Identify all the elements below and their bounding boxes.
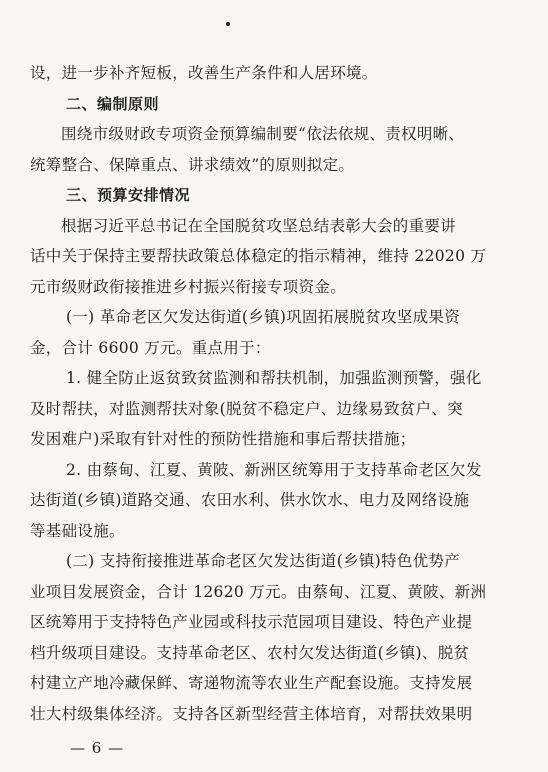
text-line: 村建立产地冷藏保鲜、寄递物流等农业生产配套设施。支持发展 bbox=[30, 674, 473, 692]
text-line: 元市级财政衔接推进乡村振兴衔接专项资金。 bbox=[30, 277, 347, 296]
text-line: 档升级项目建设。支持革命老区、农村欠发达街道(乡镇)、脱贫 bbox=[30, 643, 470, 662]
text-line: 围绕市级财政专项资金预算编制要“依法依规、责权明晰、 bbox=[61, 125, 465, 143]
text-line: 达街道(乡镇)道路交通、农田水利、供水饮水、电力及网络设施 bbox=[30, 491, 470, 509]
text-line: 话中关于保持主要帮扶政策总体稳定的指示精神，维持 22020 万 bbox=[30, 247, 487, 265]
text-line: (一) 革命老区欠发达街道(乡镇)巩固拓展脱贫攻坚成果资 bbox=[66, 308, 461, 326]
section-heading: 三、预算安排情况 bbox=[66, 186, 191, 204]
text-line: 发困难户)采取有针对性的预防性措施和事后帮扶措施； bbox=[30, 430, 416, 448]
text-line: 等基础设施。 bbox=[30, 521, 125, 540]
text-line: 金，合计 6600 万元。重点用于： bbox=[30, 338, 271, 357]
section-heading: 二、编制原则 bbox=[66, 94, 160, 113]
text-line: (二) 支持衔接推进革命老区欠发达街道(乡镇)特色优势产 bbox=[66, 552, 461, 570]
top-dot-mark bbox=[226, 22, 230, 26]
text-line: 1. 健全防止返贫致贫监测和帮扶机制，加强监测预警，强化 bbox=[66, 369, 482, 387]
text-line: 及时帮扶，对监测帮扶对象(脱贫不稳定户、边缘易致贫户、突 bbox=[30, 399, 463, 418]
text-line: 区统筹用于支持特色产业园或科技示范园项目建设、特色产业提 bbox=[30, 613, 473, 631]
text-line: 根据习近平总书记在全国脱贫攻坚总结表彰大会的重要讲 bbox=[61, 216, 457, 235]
text-line: 壮大村级集体经济。支持各区新型经营主体培育，对帮扶效果明 bbox=[30, 704, 473, 723]
text-line: 统筹整合、保障重点、讲求绩效”的原则拟定。 bbox=[30, 155, 355, 174]
text-line: 2. 由蔡甸、江夏、黄陂、新洲区统筹用于支持革命老区欠发 bbox=[66, 460, 482, 479]
text-line: 业项目发展资金，合计 12620 万元。由蔡甸、江夏、黄陂、新洲 bbox=[30, 582, 487, 601]
text-line: 设，进一步补齐短板，改善生产条件和人居环境。 bbox=[30, 64, 378, 82]
page-number: — 6 — bbox=[70, 739, 125, 757]
